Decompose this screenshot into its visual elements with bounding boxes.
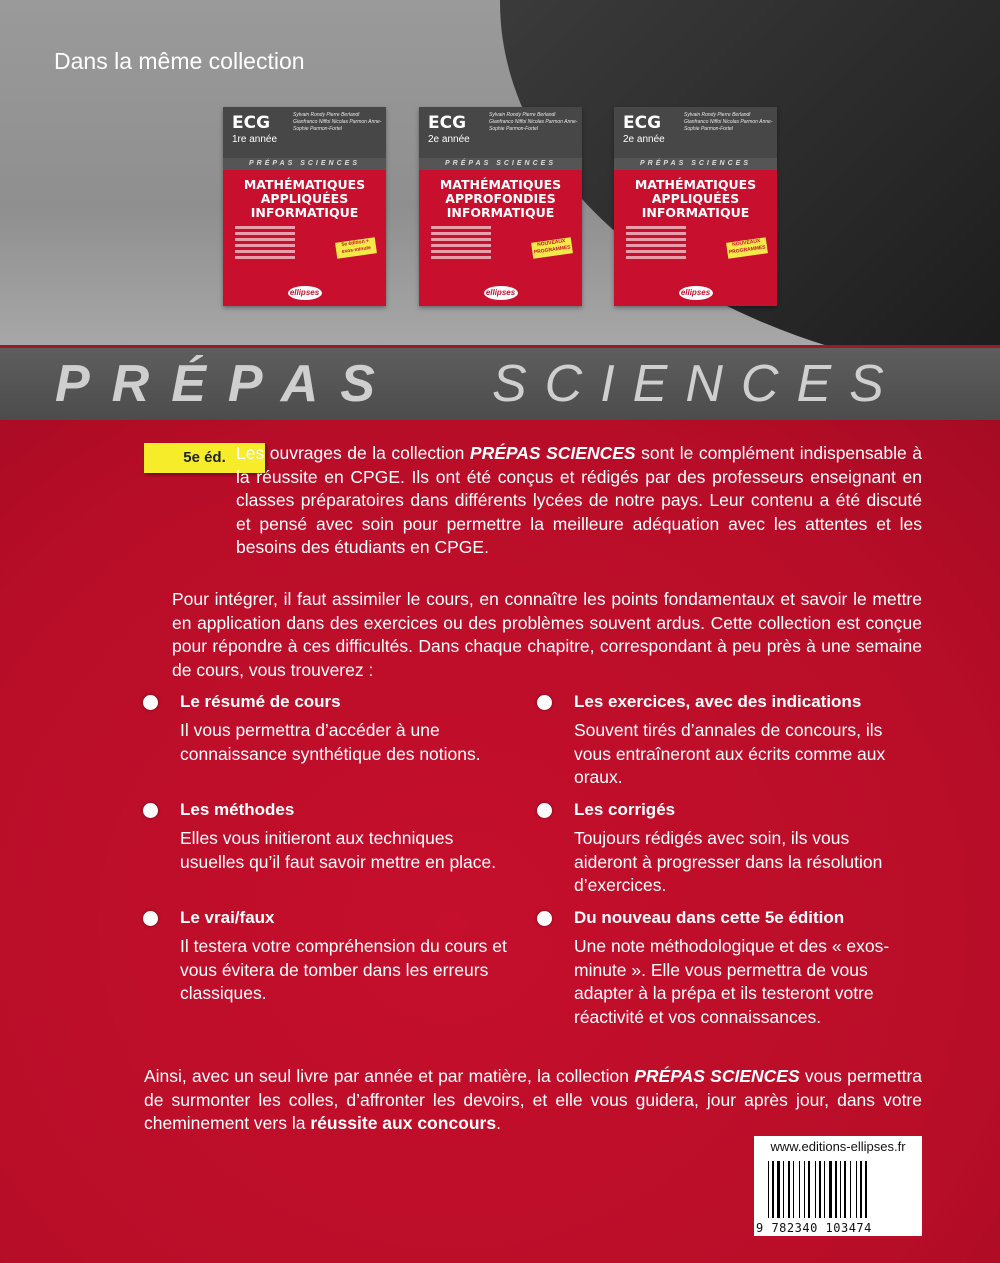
ellipses-logo: ellipses: [484, 286, 518, 300]
isbn-number: 9 782340 103474: [756, 1221, 872, 1235]
book-cover[interactable]: [614, 107, 777, 306]
ellipses-logo: ellipses: [679, 286, 713, 300]
intro-paragraph-2: Pour intégrer, il faut assimiler le cours, en connaître les points fondamentaux et savoir le mettre en application dans des exercices ou des problèmes souvent ardus. Cette collection est conçue pour répondre à ces difficultés. Dans chaque chapitre, correspondant à peu près à une semaine de cours, vous trouverez :: [172, 589, 922, 680]
book-year: 1re année: [232, 134, 278, 145]
book-sticker: NOUVEAUX PROGRAMMES: [726, 237, 768, 258]
bullet-icon: [537, 911, 552, 926]
book-title: MATHÉMATIQUES APPLIQUÉES INFORMATIQUE: [243, 177, 366, 220]
brand-name: PRÉPAS SCIENCES: [469, 443, 636, 463]
bullet-icon: [143, 803, 158, 818]
conclusion-paragraph: [144, 1065, 922, 1136]
feature-title: Les méthodes: [180, 800, 295, 819]
bullet-icon: [537, 803, 552, 818]
collection-label: Dans la même collection: [54, 48, 305, 74]
edition-badge: 5e éd.: [144, 443, 265, 473]
book-year: 2e année: [623, 134, 665, 145]
intro-paragraph-1: [236, 442, 922, 560]
bullet-icon: [143, 695, 158, 710]
intro-text: sont le complément indispensable à la réussite en CPGE. Ils ont été conçus et rédigés par des professeurs enseignant en classes préparatoires dans différents lycées de notre pays. Leur contenu a été discuté et pensé avec soin pour permettre la meilleure adéquation avec les attentes et les besoins des étudiants en CPGE.: [236, 443, 923, 557]
feature-title: Les exercices, avec des indications: [574, 692, 862, 711]
book-strip: PRÉPAS SCIENCES: [419, 158, 582, 170]
book-title: MATHÉMATIQUES APPLIQUÉES INFORMATIQUE: [634, 177, 757, 220]
intro-text: Les ouvrages de la collection: [236, 443, 470, 463]
barcode: [754, 1157, 922, 1236]
book-sticker: NOUVEAUX PROGRAMMES: [531, 237, 573, 258]
book-ecg: ECG: [232, 113, 271, 133]
book-strip: PRÉPAS SCIENCES: [614, 158, 777, 170]
book-header: [419, 107, 582, 170]
book-authors: Sylvain Rondy Pierre Berlandi Gianfranco Niffoi Nicolas Parmon Anne-Sophie Parmon-Fortel: [684, 112, 773, 132]
book-cover[interactable]: [223, 107, 386, 306]
feature-body: Une note méthodologique et des « exos-minute ». Elle vous permettra de vous adapter à la prépa et ils testeront votre réactivité et vos connaissances.: [574, 936, 890, 1027]
book-sticker: 5e édition + exos-minute: [335, 237, 377, 258]
feature-body: Toujours rédigés avec soin, ils vous aideront à progresser dans la résolution d’exercices.: [574, 828, 883, 895]
header-area: [0, 0, 1000, 345]
conclusion-emphasis: réussite aux concours: [310, 1113, 497, 1133]
band-prepas: PRÉPAS: [55, 355, 397, 413]
book-header: [223, 107, 386, 170]
feature-title: Le résumé de cours: [180, 692, 341, 711]
book-header: [614, 107, 777, 170]
feature-title: Du nouveau dans cette 5e édition: [574, 908, 845, 927]
book-authors: Sylvain Rondy Pierre Berlandi Gianfranco Niffoi Nicolas Parmon Anne-Sophie Parmon-Fortel: [489, 112, 578, 132]
conclusion-text: .: [496, 1113, 501, 1133]
feature-body: Souvent tirés d’annales de concours, ils vous entraîneront aux écrits comme aux oraux.: [574, 720, 886, 787]
brand-name: PRÉPAS SCIENCES: [634, 1066, 800, 1086]
ellipses-logo: ellipses: [288, 286, 322, 300]
feature-body: Il vous permettra d’accéder à une connaissance synthétique des notions.: [180, 720, 481, 764]
feature-title: Les corrigés: [574, 800, 676, 819]
book-ecg: ECG: [428, 113, 467, 133]
book-year: 2e année: [428, 134, 470, 145]
bullet-icon: [537, 695, 552, 710]
bullet-icon: [143, 911, 158, 926]
collection-band: [0, 345, 1000, 420]
conclusion-text: vous permettra de surmonter les colles, d’affronter les devoirs, et elle vous guidera, jour après jour, dans votre cheminement vers la: [144, 1066, 923, 1133]
conclusion-text: Ainsi, avec un seul livre par année et par matière, la collection: [144, 1066, 635, 1086]
book-cover[interactable]: [419, 107, 582, 306]
feature-body: Elles vous initieront aux techniques usuelles qu’il faut savoir mettre en place.: [180, 828, 497, 872]
barcode-bars: [768, 1161, 916, 1218]
feature-title: Le vrai/faux: [180, 908, 275, 927]
book-ecg: ECG: [623, 113, 662, 133]
band-sciences: SCIENCES: [492, 355, 902, 413]
feature-body: Il testera votre compréhension du cours et vous évitera de tomber dans les erreurs classiques.: [180, 936, 507, 1003]
book-title: MATHÉMATIQUES APPROFONDIES INFORMATIQUE: [439, 177, 562, 220]
book-authors: Sylvain Rondy Pierre Berlandi Gianfranco Niffoi Nicolas Parmon Anne-Sophie Parmon-Fortel: [293, 112, 382, 132]
website-link[interactable]: www.editions-ellipses.fr: [754, 1136, 922, 1157]
book-strip: PRÉPAS SCIENCES: [223, 158, 386, 170]
